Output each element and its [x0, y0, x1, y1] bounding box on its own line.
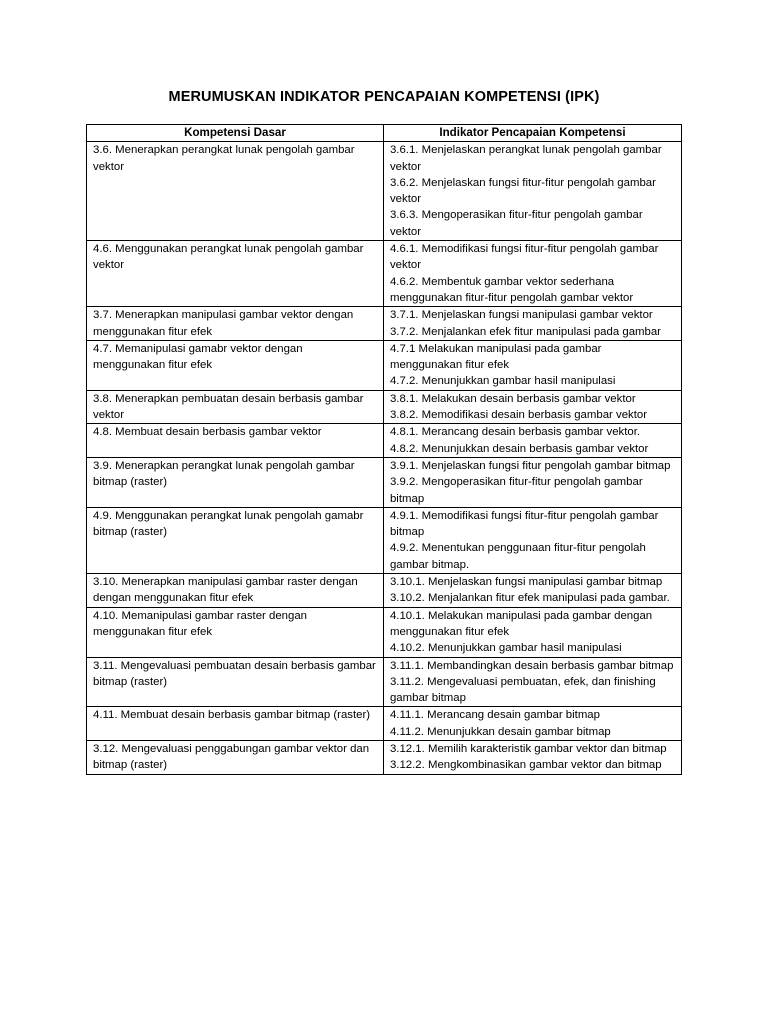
indikator-cell	[383, 507, 681, 573]
indikator-cell	[383, 307, 681, 341]
indikator-item: 3.10.2. Menjalankan fitur efek manipulasi pada gambar.	[389, 592, 670, 605]
page-title: MERUMUSKAN INDIKATOR PENCAPAIAN KOMPETENSI (IPK)	[168, 89, 600, 105]
indikator-item: 4.9.1. Memodifikasi fungsi fitur-fitur pengolah gambar bitmap	[389, 509, 659, 539]
indikator-item: 3.9.2. Mengoperasikan fitur-fitur pengolah gambar bitmap	[389, 476, 643, 505]
indikator-item: 3.7.1. Menjelaskan fungsi manipulasi gambar vektor	[389, 309, 653, 322]
table-row	[87, 390, 682, 424]
indikator-item: 3.11.1. Membandingkan desain berbasis gambar bitmap	[389, 659, 674, 672]
ipk-table	[86, 124, 682, 775]
indikator-item: 4.11.1. Merancang desain gambar bitmap	[389, 709, 600, 722]
table-row	[87, 142, 682, 241]
table-row	[87, 707, 682, 741]
indikator-item: 4.7.1 Melakukan manipulasi pada gambar menggunakan fitur efek	[389, 342, 602, 372]
table-row	[87, 457, 682, 507]
table-row	[87, 241, 682, 307]
indikator-item: 4.11.2. Menunjukkan desain gambar bitmap	[389, 725, 611, 738]
indikator-cell	[383, 390, 681, 424]
indikator-cell	[383, 707, 681, 741]
kompetensi-dasar-cell: 4.11. Membuat desain berbasis gambar bitmap (raster)	[87, 707, 384, 741]
indikator-item: 3.12.2. Mengkombinasikan gambar vektor dan bitmap	[389, 759, 662, 772]
indikator-item: 3.8.2. Memodifikasi desain berbasis gambar vektor	[389, 409, 648, 422]
table-row	[87, 424, 682, 458]
indikator-item: 3.11.2. Mengevaluasi pembuatan, efek, dan finishing gambar bitmap	[389, 675, 656, 705]
indikator-item: 3.9.1. Menjelaskan fungsi fitur pengolah gambar bitmap	[389, 459, 671, 472]
kompetensi-dasar-cell: 3.10. Menerapkan manipulasi gambar raster dengan dengan menggunakan fitur efek	[87, 574, 384, 608]
indikator-item: 3.6.2. Menjelaskan fungsi fitur-fitur pengolah gambar vektor	[389, 176, 656, 206]
indikator-item: 3.6.1. Menjelaskan perangkat lunak pengolah gambar vektor	[389, 144, 662, 173]
indikator-item: 4.10.2. Menunjukkan gambar hasil manipulasi	[389, 642, 622, 655]
indikator-cell	[383, 457, 681, 507]
table-row	[87, 507, 682, 573]
kompetensi-dasar-cell: 4.10. Memanipulasi gambar raster dengan menggunakan fitur efek	[87, 607, 384, 657]
header-indikator: Indikator Pencapaian Kompetensi	[383, 125, 681, 142]
kompetensi-dasar-cell: 3.12. Mengevaluasi penggabungan gambar vektor dan bitmap (raster)	[87, 740, 384, 774]
indikator-cell	[383, 340, 681, 390]
kompetensi-dasar-cell: 3.11. Mengevaluasi pembuatan desain berbasis gambar bitmap (raster)	[87, 657, 384, 707]
kompetensi-dasar-cell: 3.8. Menerapkan pembuatan desain berbasis gambar vektor	[87, 390, 384, 424]
table-header	[87, 125, 682, 142]
kompetensi-dasar-cell: 3.9. Menerapkan perangkat lunak pengolah gambar bitmap (raster)	[87, 457, 384, 507]
indikator-item: 4.7.2. Menunjukkan gambar hasil manipulasi	[389, 375, 616, 388]
kompetensi-dasar-cell: 4.9. Menggunakan perangkat lunak pengolah gamabr bitmap (raster)	[87, 507, 384, 573]
table-row	[87, 740, 682, 774]
indikator-item: 4.9.2. Menentukan penggunaan fitur-fitur pengolah gambar bitmap.	[389, 542, 646, 571]
indikator-item: 3.7.2. Menjalankan efek fitur manipulasi pada gambar	[389, 325, 661, 338]
header-row	[87, 125, 682, 142]
indikator-item: 3.10.1. Menjelaskan fungsi manipulasi gambar bitmap	[389, 576, 663, 589]
indikator-item: 4.10.1. Melakukan manipulasi pada gambar dengan menggunakan fitur efek	[389, 609, 653, 638]
indikator-cell	[383, 607, 681, 657]
indikator-cell	[383, 424, 681, 458]
indikator-item: 3.6.3. Mengoperasikan fitur-fitur pengolah gambar vektor	[389, 209, 643, 238]
table-row	[87, 607, 682, 657]
kompetensi-dasar-cell: 4.8. Membuat desain berbasis gambar vektor	[87, 424, 384, 458]
table-row	[87, 307, 682, 341]
table-body	[87, 142, 682, 774]
indikator-item: 4.6.2. Membentuk gambar vektor sederhana menggunakan fitur-fitur pengolah gambar vektor	[389, 275, 634, 304]
kompetensi-dasar-cell: 3.6. Menerapkan perangkat lunak pengolah gambar vektor	[87, 142, 384, 241]
indikator-cell	[383, 574, 681, 608]
indikator-cell	[383, 657, 681, 707]
indikator-item: 3.12.1. Memilih karakteristik gambar vektor dan bitmap	[389, 742, 667, 755]
indikator-item: 4.8.1. Merancang desain berbasis gambar vektor.	[389, 426, 641, 439]
indikator-item: 4.8.2. Menunjukkan desain berbasis gambar vektor	[389, 442, 649, 455]
kompetensi-dasar-cell: 3.7. Menerapkan manipulasi gambar vektor dengan menggunakan fitur efek	[87, 307, 384, 341]
indikator-cell	[383, 740, 681, 774]
table-row	[87, 340, 682, 390]
indikator-item: 4.6.1. Memodifikasi fungsi fitur-fitur pengolah gambar vektor	[389, 243, 659, 272]
indikator-item: 3.8.1. Melakukan desain berbasis gambar vektor	[389, 392, 636, 405]
table-row	[87, 574, 682, 608]
kompetensi-dasar-cell: 4.7. Memanipulasi gamabr vektor dengan menggunakan fitur efek	[87, 340, 384, 390]
indikator-cell	[383, 142, 681, 241]
table-row	[87, 657, 682, 707]
indikator-cell	[383, 241, 681, 307]
header-kompetensi-dasar: Kompetensi Dasar	[87, 125, 384, 142]
kompetensi-dasar-cell: 4.6. Menggunakan perangkat lunak pengolah gambar vektor	[87, 241, 384, 307]
